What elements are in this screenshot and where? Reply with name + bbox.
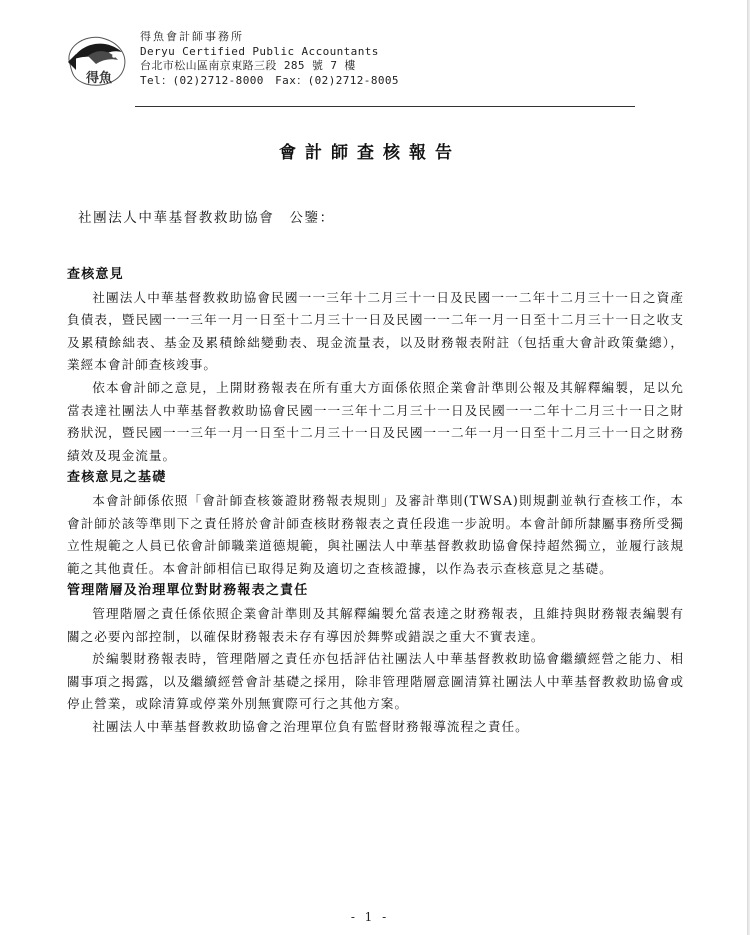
management-paragraph-2: 於編製財務報表時，管理階層之責任亦包括評估社團法人中華基督教救助協會繼續經營之能力、相關事項之揭露，以及繼續經營會計基礎之採用，除非管理階層意圖清算社團法人中華基督教救助協會或停止營業，或除清算或停業外別無實際可行之其他方案。 [67,651,684,712]
firm-name-en: Deryu Certified Public Accountants [140,44,379,58]
section-heading-management: 管理階層及治理單位對財務報表之責任 [67,583,309,599]
logo-text: 得魚 [86,71,113,86]
basis-paragraph-1: 本會計師係依照「會計師查核簽證財務報表規則」及審計準則(TWSA)則規劃並執行查核工作，本會計師於該等準則下之責任將於會計師查核財務報表之責任段進一步說明。本會計師所隸屬事務所受獨立性規範之人員已依會計師職業道德規範，與社團法人中華基督教救助協會保持超然獨立，並履行該規範之其他責任。本會計師相信已取得足夠及適切之查核證據，以作為表示查核意見之基礎。 [67,492,684,576]
management-paragraph-1: 管理階層之責任係依照企業會計準則及其解釋編製允當表達之財務報表，且維持與財務報表編製有關之必要內部控制，以確保財務報表未存有導因於舞弊或錯誤之重大不實表達。 [67,605,684,644]
report-body [67,264,684,738]
letterhead [140,30,399,88]
header-divider [135,106,635,107]
section-heading-opinion: 查核意見 [67,267,124,282]
firm-name-zh: 得魚會計師事務所 [140,30,244,43]
addressee: 社團法人中華基督教救助協會 公鑒： [78,210,335,226]
firm-contact: Tel：(02)2712-8000 Fax：(02)2712-8005 [140,73,399,87]
firm-address: 台北市松山區南京東路三段 285 號 7 樓 [140,59,356,72]
section-heading-basis: 查核意見之基礎 [67,470,167,486]
opinion-paragraph-1: 社團法人中華基督教救助協會民國一一三年十二月三十一日及民國一一二年十二月三十一日之資產負債表，暨民國一一三年一月一日至十二月三十一日及民國一一二年一月一日至十二月三十一日之收支及累積餘絀表、基金及累積餘絀變動表、現金流量表，以及財務報表附註（包括重大會計政策彙總），業經本會計師查核竣事。 [67,289,684,373]
management-paragraph-3: 社團法人中華基督教救助協會之治理單位負有監督財務報導流程之責任。 [92,718,529,734]
firm-logo [62,30,132,92]
opinion-paragraph-2: 依本會計師之意見，上開財務報表在所有重大方面係依照企業會計準則公報及其解釋編製，足以允當表達社團法人中華基督教救助協會民國一一三年十二月三十一日及民國一一二年十二月三十一日之財務狀況，暨民國一一三年一月一日至十二月三十一日及民國一一二年一月一日至十二月三十一日之財務績效及現金流量。 [67,379,684,463]
report-title: 會計師查核報告 [279,143,461,163]
page-number: - 1 - [350,910,390,924]
